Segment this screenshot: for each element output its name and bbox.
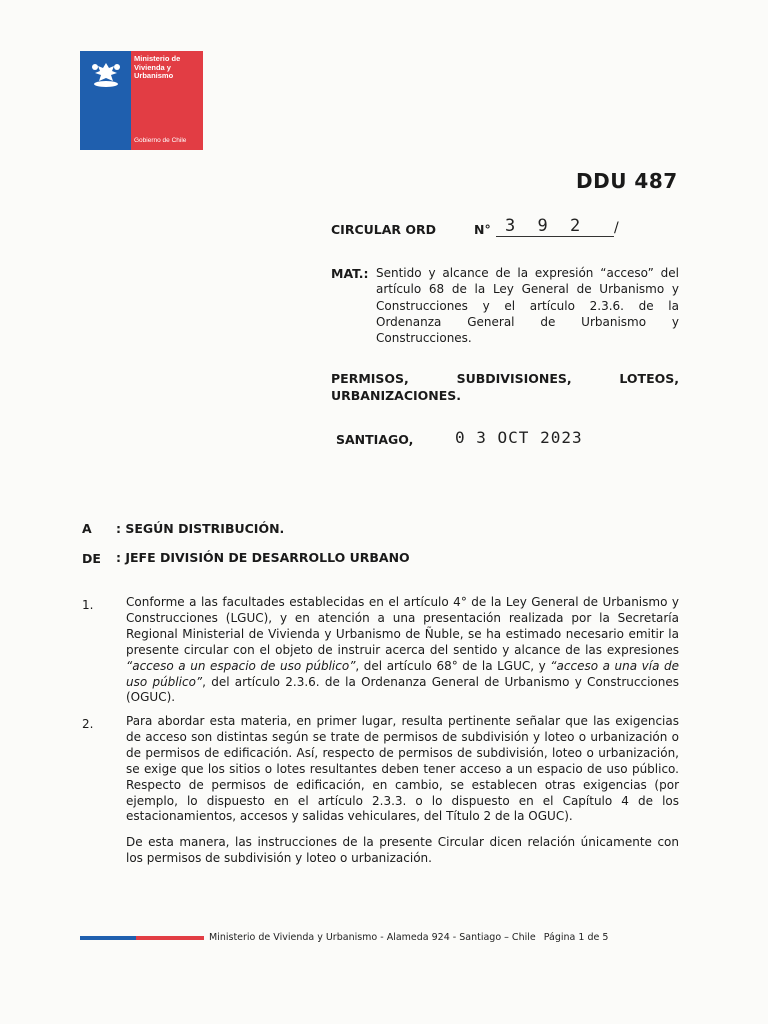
from-label: DE — [82, 551, 101, 566]
subject-text: Sentido y alcance de la expresión “acceso” del artículo 68 de la Ley General de Urbanismo y Construcciones y el artículo 2.3.6. de la Ordenanza General de Urbanismo y Construcciones. — [376, 266, 679, 346]
circular-number: 3 9 2 — [505, 216, 587, 236]
paragraph-number: 1. — [82, 598, 94, 612]
to-value: : SEGÚN DISTRIBUCIÓN. — [116, 521, 285, 536]
ministry-logo — [80, 51, 203, 150]
footer-address: Ministerio de Vivienda y Urbanismo - Alameda 924 - Santiago – Chile — [209, 932, 536, 943]
circular-number-label: N° — [474, 222, 491, 237]
logo-title-line: Ministerio de — [134, 54, 181, 63]
logo-subtitle: Gobierno de Chile — [134, 137, 187, 144]
logo-title — [134, 55, 202, 81]
keyword: SUBDIVISIONES, — [456, 371, 572, 386]
from-value: : JEFE DIVISIÓN DE DESARROLLO URBANO — [116, 550, 410, 565]
keyword: LOTEOS, — [619, 371, 679, 386]
keyword: PERMISOS, — [331, 371, 409, 386]
to-label: A — [82, 521, 92, 536]
keywords — [331, 371, 679, 404]
paragraph-number: 2. — [82, 717, 94, 731]
logo-title-line: Vivienda y — [134, 62, 171, 72]
page-number: Página 1 de 5 — [543, 932, 609, 943]
circular-slash: / — [614, 220, 619, 236]
paragraph-2: Para abordar esta materia, en primer lugar, resulta pertinente señalar que las exigencias de acceso son distintas según se trate de permisos de subdivisión y loteo o urbanización o de permisos de edificación. Así, respecto de permisos de subdivisión, loteo o urbanización, se exige que los sitios o lotes resultantes deben tener acceso a un espacio de uso público. Respecto de permisos de edificación, en cambio, se establecen otras exigencias (por ejemplo, lo dispuesto en el artículo 2.3.3. o lo dispuesto en el Capítulo 4 de los estacionamientos, accesos y salidas vehiculares, del Título 2 de la OGUC). — [126, 714, 679, 824]
quoted-expression: “acceso a una vía de uso público” — [126, 658, 679, 689]
subject-label: MAT.: — [331, 266, 369, 281]
logo-title-line: Urbanismo — [134, 71, 174, 80]
logo-blue-panel — [80, 51, 131, 150]
quoted-expression: “acceso a un espacio de uso público” — [126, 658, 356, 673]
circular-label: CIRCULAR ORD — [331, 222, 437, 237]
keyword: URBANIZACIONES. — [331, 387, 462, 403]
footer-color-bar — [80, 936, 204, 940]
coat-of-arms-icon — [89, 59, 123, 89]
date-stamp: 0 3 OCT 2023 — [455, 428, 583, 447]
paragraph-2-continuation: De esta manera, las instrucciones de la presente Circular dicen relación únicamente con los permisos de subdivisión y loteo o urbanización. — [126, 835, 679, 865]
document-code: DDU 487 — [576, 169, 678, 193]
circular-number-underline — [496, 236, 614, 237]
paragraph-1: Conforme a las facultades establecidas en el artículo 4° de la Ley General de Urbanismo y Construcciones (LGUC), y en atención a una presentación realizada por la Secretaría Regional Ministerial de Vivienda y Urbanismo de Ñuble, se ha estimado necesario emitir la presente circular con el objeto de instruir acerca del sentido y alcance de las expresiones “acceso a un espacio de uso público”, del artículo 68° de la LGUC, y “acceso a una vía de uso público”, del artículo 2.3.6. de la Ordenanza General de Urbanismo y Construcciones (OGUC). — [126, 595, 679, 705]
place: SANTIAGO, — [336, 432, 414, 447]
footer — [209, 932, 608, 943]
